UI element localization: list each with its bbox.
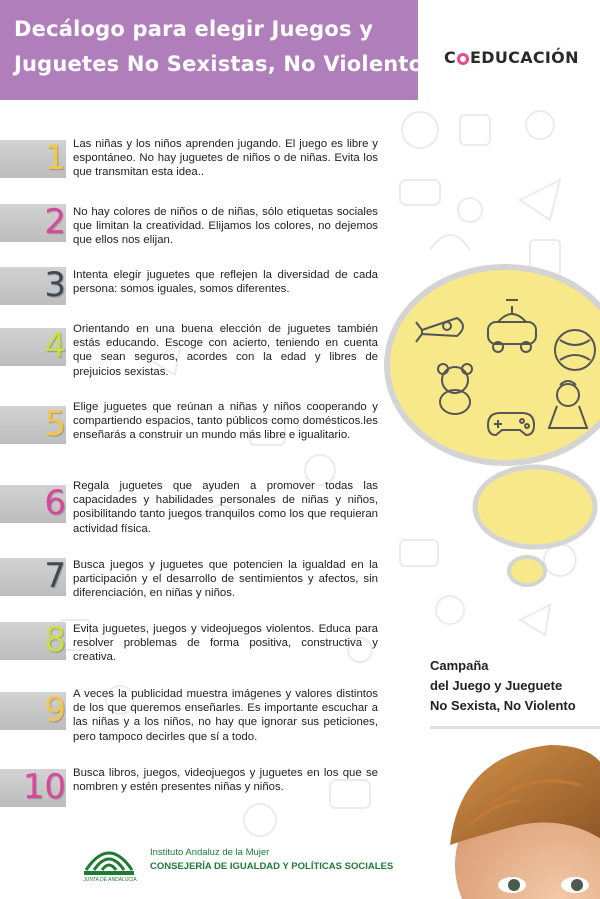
- number-badge-9: [0, 692, 66, 730]
- item-text: Intenta elegir juguetes que reflejen la diversidad de cada persona: somos iguales, somos diferentes.: [73, 269, 378, 296]
- number-badge-5: [0, 406, 66, 444]
- page-title-line-1: Decálogo para elegir Juegos y: [14, 17, 374, 41]
- campaign-line-3: No Sexista, No Violento: [430, 698, 576, 713]
- number-badge-2: [0, 204, 66, 242]
- number-badge-1: [0, 140, 66, 178]
- item-text: No hay colores de niños o de niñas, sólo etiquetas sociales que limitan la creatividad. Elijamos los colores, no dejemos que ellos nos elijan.: [73, 206, 378, 247]
- item-text: Regala juguetes que ayuden a promover todas las capacidades y habilidades personales de niñas y niños, posibilitando tanto juegos tranquilos como los que requieran actividad física.: [73, 480, 378, 535]
- page-title-line-2: Juguetes No Sexistas, No Violentos: [14, 52, 436, 76]
- item-text: Las niñas y los niños aprenden jugando. El juego es libre y espontáneo. No hay juguetes de niños o de niñas. Evita los que transmitan esta idea..: [73, 138, 378, 179]
- number-badge-3: [0, 267, 66, 305]
- number-badge-6: [0, 485, 66, 523]
- campaign-line-2: del Juego y Jueguete: [430, 678, 563, 693]
- item-text: Orientando en una buena elección de juguetes también estás educando. Escoge con acierto, teniendo en cuenta que sean seguros, acordes con la edad y libres de prejuicios sexistas.: [73, 323, 378, 378]
- item-number: 2: [44, 202, 66, 242]
- item-text: Evita juguetes, juegos y videojuegos violentos. Educa para resolver problemas de forma positiva, constructiva y creativa.: [73, 623, 378, 664]
- item-number: 8: [44, 620, 66, 660]
- item-number: 5: [44, 404, 66, 444]
- institute-name: Instituto Andaluz de la Mujer: [150, 847, 270, 858]
- number-badge-10: [0, 769, 66, 807]
- item-number: 10: [22, 767, 66, 807]
- item-text: Busca libros, juegos, videojuegos y juguetes en los que se nombren y estén presentes niñas y niños.: [73, 767, 378, 794]
- campaign-divider: [430, 726, 600, 729]
- item-number: 4: [44, 326, 66, 366]
- junta-andalucia-logo: [80, 836, 138, 878]
- item-number: 9: [44, 690, 66, 730]
- department-name: CONSEJERÍA DE IGUALDAD Y POLÍTICAS SOCIALES: [150, 861, 394, 872]
- brand-suffix: EDUCACIÓN: [470, 48, 579, 67]
- campaign-text: [430, 656, 576, 716]
- item-text: A veces la publicidad muestra imágenes y valores distintos de los que queremos enseñarles. Es importante escuchar a las niñas y a los niños, no hay que ignorar sus peticiones, pero tampoco decirles que sí a todo.: [73, 688, 378, 743]
- campaign-line-1: Campaña: [430, 658, 489, 673]
- child-photo: [430, 735, 600, 899]
- number-badge-4: [0, 328, 66, 366]
- number-badge-7: [0, 558, 66, 596]
- item-number: 6: [44, 483, 66, 523]
- item-text: Busca juegos y juguetes que potencien la igualdad en la participación y el desarrollo de sentimientos y afectos, sin diferenciación, en niñas y niños.: [73, 559, 378, 600]
- item-number: 1: [44, 138, 66, 178]
- item-text: Elige juguetes que reúnan a niñas y niños cooperando y compartiendo espacios, tanto públicos como domésticos.les enseñarás a construir un mundo más libre e igualitario.: [73, 401, 378, 442]
- item-number: 7: [44, 556, 66, 596]
- junta-logo-label: JUNTA DE ANDALUCIA: [83, 877, 137, 883]
- number-badge-8: [0, 622, 66, 660]
- item-number: 3: [44, 265, 66, 305]
- brand-prefix: C: [444, 48, 457, 67]
